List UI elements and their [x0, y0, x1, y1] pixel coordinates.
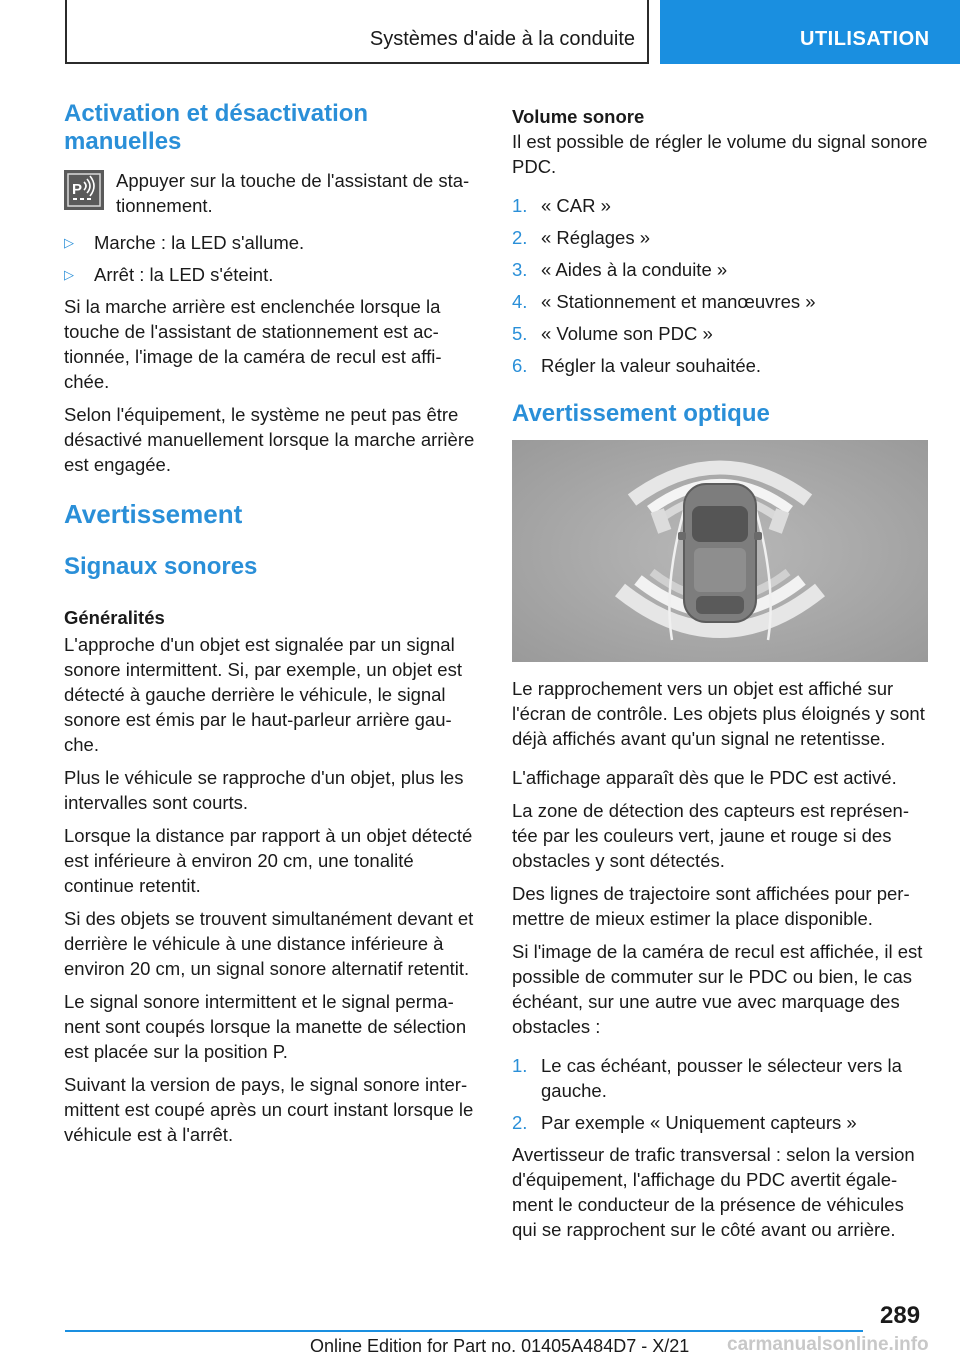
- list-item: 1. Le cas échéant, pousser le sélecteur vers la gauche.: [512, 1055, 902, 1101]
- paragraph: Suivant la version de pays, le signal sonore intermittent est coupé après un court instant lorsque le véhicule est à l'arrêt.: [64, 1074, 474, 1145]
- section-title: Systèmes d'aide à la conduite: [369, 28, 635, 50]
- paragraph: Avertisseur de trafic transversal : selon la version d'équipement, l'affichage du PDC avertit également le conducteur de la présence de véhicules qui se rapprochent sur le côté avant ou arrière.: [512, 1144, 915, 1240]
- warning-heading: Avertissement: [64, 499, 243, 529]
- paragraph: Il est possible de régler le volume du signal sonore PDC.: [512, 131, 928, 177]
- list-item: 4. « Stationnement et manœuvres »: [512, 291, 816, 312]
- list-item: 6. Régler la valeur souhaitée.: [512, 355, 762, 376]
- paragraph: Si des objets se trouvent simultanément devant et derrière le véhicule à une distance inférieure à environ 20 cm, un signal sonore alternatif retentit.: [64, 908, 474, 979]
- triangle-bullet-icon: ▷: [64, 235, 74, 250]
- chapter-tab-label: UTILISATION: [800, 28, 930, 50]
- signals-heading: Signaux sonores: [64, 553, 258, 580]
- paragraph: Si l'image de la caméra de recul est affichée, il est possible de commuter sur le PDC ou bien, le cas échéant, sur une autre vue avec marquage des obstacles :: [512, 941, 923, 1037]
- pdc-button-row: [64, 168, 478, 218]
- volume-heading: Volume sonore: [512, 106, 645, 127]
- paragraph: L'approche d'un objet est signalée par un signal sonore intermittent. Si, par exemple, un objet est détecté à gauche derrière le véhicule, le signal sonore est émis par le haut-parleur arrière gauche.: [64, 634, 462, 755]
- paragraph: Selon l'équipement, le système ne peut pas être désactivé manuellement lorsque la marche arrière est engagée.: [64, 404, 475, 475]
- list-item: 1. « CAR »: [512, 195, 611, 216]
- header-frame: [65, 0, 649, 64]
- general-heading: Généralités: [64, 607, 165, 628]
- list-item: [64, 262, 478, 287]
- paragraph: Si la marche arrière est enclenchée lorsque la touche de l'assistant de stationnement est actionnée, l'image de la caméra de recul est affichée.: [64, 296, 442, 392]
- optical-heading: Avertissement optique: [512, 400, 770, 427]
- watermark: carmanualsonline.info: [727, 1334, 929, 1355]
- list-item: 2. « Réglages »: [512, 227, 651, 248]
- pdc-button-icon: [64, 170, 104, 210]
- activation-heading: Activation et désactivation manuelles: [64, 100, 369, 155]
- pdc-button-instruction: Appuyer sur la touche de l'assistant de stationnement.: [116, 170, 470, 216]
- paragraph: Des lignes de trajectoire sont affichées pour permettre de mieux estimer la place disponible.: [512, 883, 910, 929]
- paragraph: Le rapprochement vers un objet est affiché sur l'écran de contrôle. Les objets plus éloignés y sont déjà affichés avant qu'un signal ne retentisse.: [512, 678, 925, 749]
- paragraph: La zone de détection des capteurs est représentée par les couleurs vert, jaune et rouge si des obstacles y sont détectés.: [512, 800, 909, 871]
- bullet-text: Marche : la LED s'allume.: [94, 232, 305, 253]
- paragraph: Le signal sonore intermittent et le signal permanent sont coupés lorsque la manette de sélection est placée sur la position P.: [64, 991, 467, 1062]
- page-number: 289: [880, 1302, 921, 1329]
- chapter-tab: [660, 0, 960, 64]
- list-item: 5. « Volume son PDC »: [512, 323, 713, 344]
- list-item: 2. Par exemple « Uniquement capteurs »: [512, 1112, 857, 1133]
- left-column: [64, 100, 478, 1155]
- bullet-text: Arrêt : la LED s'éteint.: [94, 264, 274, 285]
- svg-text:P: P: [72, 181, 83, 198]
- edition-note: Online Edition for Part no. 01405A484D7 - X/21: [310, 1336, 690, 1356]
- pdc-display-illustration: [512, 440, 928, 662]
- list-item: 3. « Aides à la conduite »: [512, 259, 728, 280]
- list-item: [64, 230, 478, 255]
- paragraph: Lorsque la distance par rapport à un objet détecté est inférieure à environ 20 cm, une tonalité continue retentit.: [64, 825, 473, 896]
- triangle-bullet-icon: ▷: [64, 267, 74, 282]
- right-column: [512, 100, 928, 1250]
- paragraph: L'affichage apparaît dès que le PDC est activé.: [512, 767, 897, 788]
- footer-divider: [65, 1330, 863, 1332]
- paragraph: Plus le véhicule se rapproche d'un objet, plus les intervalles sont courts.: [64, 767, 464, 813]
